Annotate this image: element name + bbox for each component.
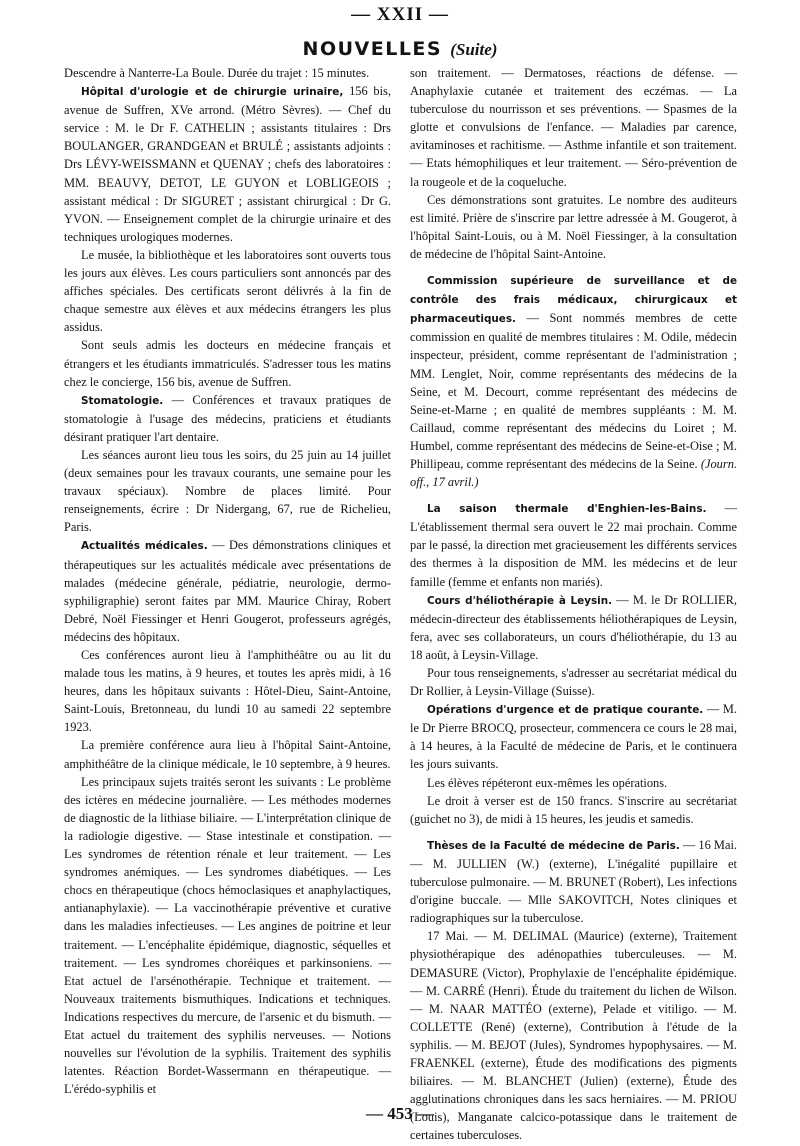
paragraph-commission: [410, 271, 737, 491]
paragraph-conferences: Ces conférences auront lieu à l'amphithéâtre ou au lit du malade tous les matins, à 9 heures, et toutes les après midi, à 16 heures, dans les hôpitaux suivants : Hôtel-Dieu, Saint-Antoine, Saint-Louis, Bretonneau, du lundi 10 au samedi 22 septembre 1923.: [64, 648, 391, 735]
paragraph-actualites: [64, 536, 391, 646]
paragraph-seances: Les séances auront lieu tous les soirs, du 25 juin au 14 juillet (deux semaines pour les travaux courants, une semaine pour les travaux spéciaux). Nombre de places limité. Pour renseignements, écrire : Dr Nidergang, 67, rue de Richelieu, Paris.: [64, 447, 391, 535]
paragraph-eleves: Les élèves répéteront eux-mêmes les opérations.: [427, 775, 668, 790]
paragraph-nanterre: Descendre à Nanterre-La Boule. Durée du trajet : 15 minutes.: [64, 66, 370, 80]
paragraph-operations: [410, 700, 737, 773]
text-operations: — M. le Dr Pierre BROCQ, prosecteur, commencera ce cours le 28 mai, à 14 heures, à la Faculté de médecine de Paris, et le continuera les jours suivants.: [410, 702, 737, 772]
paragraph-renseignements: Pour tous renseignements, s'adresser au secrétariat médical du Dr Rollier, à Leysin-Village (Suisse).: [410, 666, 737, 699]
paragraph-gratuites: Ces démonstrations sont gratuites. Le nombre des auditeurs est limité. Prière de s'inscrire par lettre adressée à M. Gougerot, à l'hôpital Saint-Louis, ou à M. Noël Fiessinger, à la consultation de médecine de l'hôpital Saint-Antoine.: [410, 192, 737, 261]
page-number: — 453 —: [366, 1104, 434, 1123]
paragraph-premiere-conference: La première conférence aura lieu à l'hôpital Saint-Antoine, amphithéâtre de la clinique médicale, le 10 septembre, à 9 heures.: [64, 738, 391, 771]
paragraph-droit: Le droit à verser est de 150 francs. S'inscrire au secrétariat (guichet no 3), de midi à 15 heures, les jeudis et samedis.: [410, 793, 737, 826]
heading-theses: Thèses de la Faculté de médecine de Paris.: [427, 839, 680, 852]
roman-page-number: — XXII —: [351, 4, 449, 25]
section-title: [0, 38, 800, 60]
text-enghien: — L'établissement thermal sera ouvert le 22 mai prochain. Comme par le passé, la direction met gracieusement les différents services des thermes à la disposition de MM. les médecins et de leur famille (femme et enfants non mariés).: [410, 501, 737, 589]
left-column: [64, 64, 391, 1104]
paragraph-admission: Sont seuls admis les docteurs en médecine français et étrangers et les étudiants immatriculés. S'adresser tous les matins chez le concierge, 156 bis, avenue de Suffren.: [64, 338, 391, 389]
paragraph-theses-17-mai: 17 Mai. — M. DELIMAL (Maurice) (externe), Traitement physiothérapique des adénopathies tuberculeuses. — M. DEMASURE (Victor), Prophylaxie de l'encéphalite épidémique. — M. CARRÉ (Henri). Étude du traitement du lichen de Wilson. — M. NAAR MATTÉO (externe), Pelade et vitiligo. — M. COLLETTE (René) (externe), Contribution à l'étude de la syphilis. — M. BEJOT (Jules), Syndromes hypophysaires. — M. FRAENKEL (externe), Étude des modifications des pigments biliaires. — M. BLANCHET (Julien) (externe), Étude des agglutinations chroniques dans les sacs herniaires. — M. PRIOU (Louis), Manganate calcico-potassique dans le traitement de certaines tuberculoses.: [410, 929, 737, 1143]
paragraph-sujets: Les principaux sujets traités seront les suivants : Le problème des ictères en médecine journalière. — Les méthodes modernes de diagnostic de la lithiase biliaire. — L'interprétation clinique de la radiologie digestive. — Stase intestinale et constipation. — Les syndromes de rétention rénale et leur traitement. — Les syndromes anémiques. — Les syndromes diabétiques. — Les chocs en thérapeutique (chocs hémoclasiques et anaphylactiques, antianaphylaxie). — La vaccinothérapie préventive et curative dans les maladies infectieuses. — Les angines de poitrine et leur traitement. — L'encéphalite épidémique, diagnostic, séquelles et traitement. — Les syndromes choréiques et parkinsoniens. — Etat actuel de l'arsénothérapie. Technique et traitement. — Nouveaux traitements bismuthiques. Indications et techniques. Indications respectives du mercure, de l'arsenic et du bismuth. — Etat actuel du traitement des syphilis nerveuses. — Notions nouvelles sur l'évolution de la syphilis. Traitement des syphilis latentes. Réaction Bordet-Wassermann en thérapeutique. — L'érédo-syphilis et: [64, 774, 391, 1097]
text-actualites: — Des démonstrations cliniques et thérapeutiques sur les actualités médicale avec présentations de malades (médecine générale, pédiatrie, neurologie, dermo-syphiligraphie) seront faites par MM. Maurice Chiray, Robert Debré, Noël Fiessinger et Henri Gougerot, professeurs agrégés, médecins des hôpitaux.: [64, 538, 391, 644]
paragraph-musee: Le musée, la bibliothèque et les laboratoires sont ouverts tous les jours aux élèves. Les cours particuliers sont annoncés par des affiches spéciales. Des certificats seront délivrés à la fin de chaque semestre aux élèves et aux médecins étrangers les plus assidus.: [64, 247, 391, 335]
paragraph-sujets-suite: son traitement. — Dermatoses, réactions de défense. — Anaphylaxie cutanée et traitement des eczémas. — La tuberculose du nourrisson et ses préventions. — Spasmes de la glotte et convulsions de l'enfance. — Maladies par carence, avitaminoses et rachitisme. — Asthme infantile et son traitement. — Etats hémophiliques et leur traitement. — Séro-prévention de la rougeole et de la coqueluche.: [410, 66, 737, 189]
text-leysin: — M. le Dr ROLLIER, médecin-directeur des établissements héliothérapiques de Leysin, fera, avec ses collaborateurs, un cours d'héliothérapie, du 13 au 18 août, à Leysin-Village.: [410, 592, 737, 662]
paragraph-stomatologie: [64, 391, 391, 446]
heading-stomatologie: Stomatologie.: [81, 394, 164, 407]
text-theses-16-mai: — 16 Mai. — M. JULLIEN (W.) (externe), L'inégalité pupillaire et tuberculose pulmonaire. — M. BRUNET (Robert), Les infections d'origine buccale. — Mlle SAKOVITCH, Notes cliniques et radiographiques sur la tuberculose.: [410, 837, 737, 926]
paragraph-urologie: [64, 82, 391, 246]
heading-enghien: La saison thermale d'Enghien-les-Bains.: [427, 503, 707, 516]
heading-leysin: Cours d'héliothérapie à Leysin.: [427, 594, 613, 607]
section-title-suite: (Suite): [450, 40, 498, 59]
heading-urologie: Hôpital d'urologie et de chirurgie urinaire,: [81, 86, 344, 99]
heading-commission: Commission supérieure de surveillance et de contrôle des frais médicaux, chirurgicaux et pharmaceutiques.: [410, 275, 737, 326]
text-stomatologie: — Conférences et travaux pratiques de stomatologie à l'usage des médecins, praticiens et étudiants désirant pratiquer l'art dentaire.: [64, 392, 391, 444]
source-journal-officiel: (Journ. off., 17 avril.): [410, 456, 737, 490]
paragraph-enghien: [410, 499, 737, 590]
paragraph-leysin: [410, 591, 737, 664]
paragraph-theses: [410, 836, 737, 927]
text-commission: — Sont nommés membres de cette commission en qualité de membres titulaires : M. Odile, médecin inspecteur, président, comme représentant de l'administration ; MM. Lenglet, Noir, comme représentants des médecins de la Seine, et M. Decourt, comme représentant des médecins de Seine-et-Marne ; en qualité de membres suppléants : M. M. Caillaud, comme représentant des médecins du Loiret ; M. Humbel, comme représentant des médecins de Seine-et-Oise ; M. Phillipeau, comme représentant des médecins de la Seine.: [410, 311, 737, 471]
text-urologie: 156 bis, avenue de Suffren, XVe arrond. (Métro Sèvres). — Chef du service : M. le Dr F. CATHELIN ; assistants titulaires : Drs BOULANGER, GRANDGEAN et BRULÉ ; assistants adjoints : Drs LÉVY-WEISSMANN et QUENAY ; chefs des laboratoires : MM. BEAUVY, DETOT, LE GUYON et LOBLIGEOIS ; assistant médical : Dr SIGURET ; assistant chirurgical : Dr G. YVON. — Enseignement complet de la chirurgie urinaire et des techniques urologiques modernes.: [64, 84, 391, 244]
heading-operations: Opérations d'urgence et de pratique courante.: [427, 704, 704, 717]
section-title-text: NOUVELLES: [302, 38, 443, 60]
right-column: [410, 64, 737, 1143]
heading-actualites: Actualités médicales.: [81, 540, 208, 553]
